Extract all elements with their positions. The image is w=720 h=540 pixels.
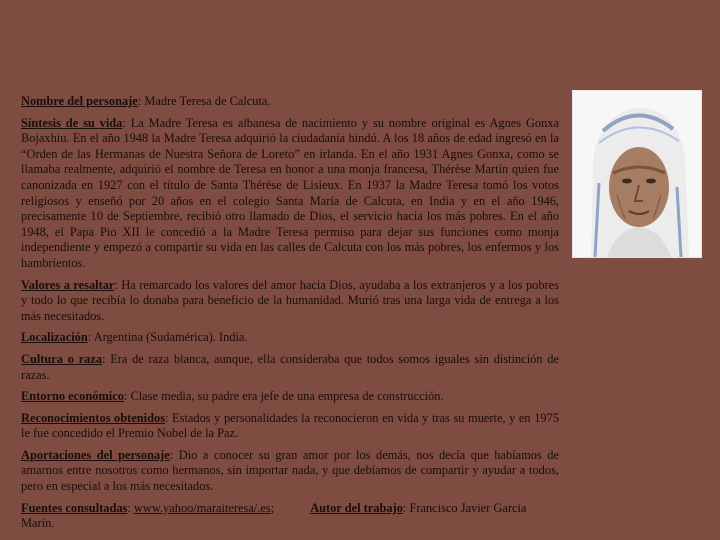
- section-text: : Madre Teresa de Calcuta.: [137, 94, 271, 108]
- section-aportaciones: [21, 448, 559, 495]
- document-body: [21, 94, 559, 538]
- fuentes-label: Fuentes consultadas: [21, 500, 128, 515]
- section-cultura: [21, 352, 559, 383]
- section-valores: [21, 278, 559, 325]
- section-label: Entorno económico: [21, 389, 124, 404]
- section-label: Nombre del personaje: [21, 94, 138, 108]
- section-text: : Argentina (Sudamérica). India.: [87, 330, 248, 345]
- section-nombre: [21, 94, 559, 110]
- section-reconocimientos: [21, 411, 559, 442]
- section-entorno: [21, 389, 559, 405]
- section-label: Cultura o raza: [21, 351, 103, 366]
- section-label: Localización: [21, 330, 88, 345]
- section-text: : Ha remarcado los valores del amor hacia Dios, ayudaba a los extranjeros y a los pobres y todo lo que recibía lo donaba para beneficio de la humanidad. Murió tras una larga vida de entrega a los más necesitados.: [21, 277, 560, 323]
- section-text: : La Madre Teresa es albanesa de nacimiento y su nombre original es Agnes Gonxa Bojaxhiu. En el año 1948 la Madre Teresa adquirió la ciudadanía hindú. A los 18 años de edad ingresó en la “Orden de las Hermanas de Nuestra Señora de Loreto” en irlanda. En el año 1931 Agnes Gonxa, como se llamaba realmente, adquirió el nombre de Teresa en honor a una monja francesa, Thérèse Martín quien fue canonizada en 1927 con el título de Santa Thérèse de Lisieux. En 1937 la Madre Teresa tomó los votos religiosos y enseñó por 20 años en el colegio Santa María de Calcuta, en India y en el año 1946, precisamente 10 de Septiembre, recibió otro llamado de Dios, el servicio hacia los más pobres. En el año 1948, el Papa Pio XII le concedió a la Madre Teresa permiso para dejar sus funciones como monja independiente y empezó a compartir su vida en las calles de Calcuta con los más pobres, los enfermos y los hambrientos.: [21, 115, 560, 270]
- fuentes-sep: :: [127, 500, 134, 515]
- autor-text: : Francisco Javier García Marín.: [21, 500, 527, 531]
- section-label: Aportaciones del personaje: [21, 447, 170, 462]
- section-text: : Clase media, su padre era jefe de una empresa de construcción.: [123, 389, 444, 404]
- autor-label: Autor del trabajo: [310, 500, 403, 515]
- section-label: Síntesis de su vida: [21, 115, 123, 130]
- portrait-photo: [572, 90, 702, 258]
- section-text: : Estados y personalidades la reconocieron en vida y tras su muerte, y en 1975 le fue concedido el Premio Nobel de la Paz.: [21, 410, 559, 441]
- section-localizacion: [21, 330, 559, 346]
- section-text: : Dio a conocer su gran amor por los demás, nos decía que habíamos de amarnos entre nosotros como hermanos, sin importar nada, y que debíamos de compartir y ayudar a todos, pero en especial a los más necesitados.: [21, 447, 559, 494]
- section-sintesis: [21, 116, 559, 272]
- footer: [21, 501, 559, 532]
- section-label: Reconocimientos obtenidos: [21, 410, 166, 425]
- portrait-illustration: [573, 91, 701, 257]
- fuentes-link[interactable]: www.yahoo/maraiteresa/.es: [133, 500, 271, 515]
- section-label: Valores a resaltar: [21, 277, 115, 292]
- fuentes-end: ;: [270, 500, 275, 515]
- section-text: : Era de raza blanca, aunque, ella consideraba que todos somos iguales sin distinción de razas.: [21, 351, 559, 382]
